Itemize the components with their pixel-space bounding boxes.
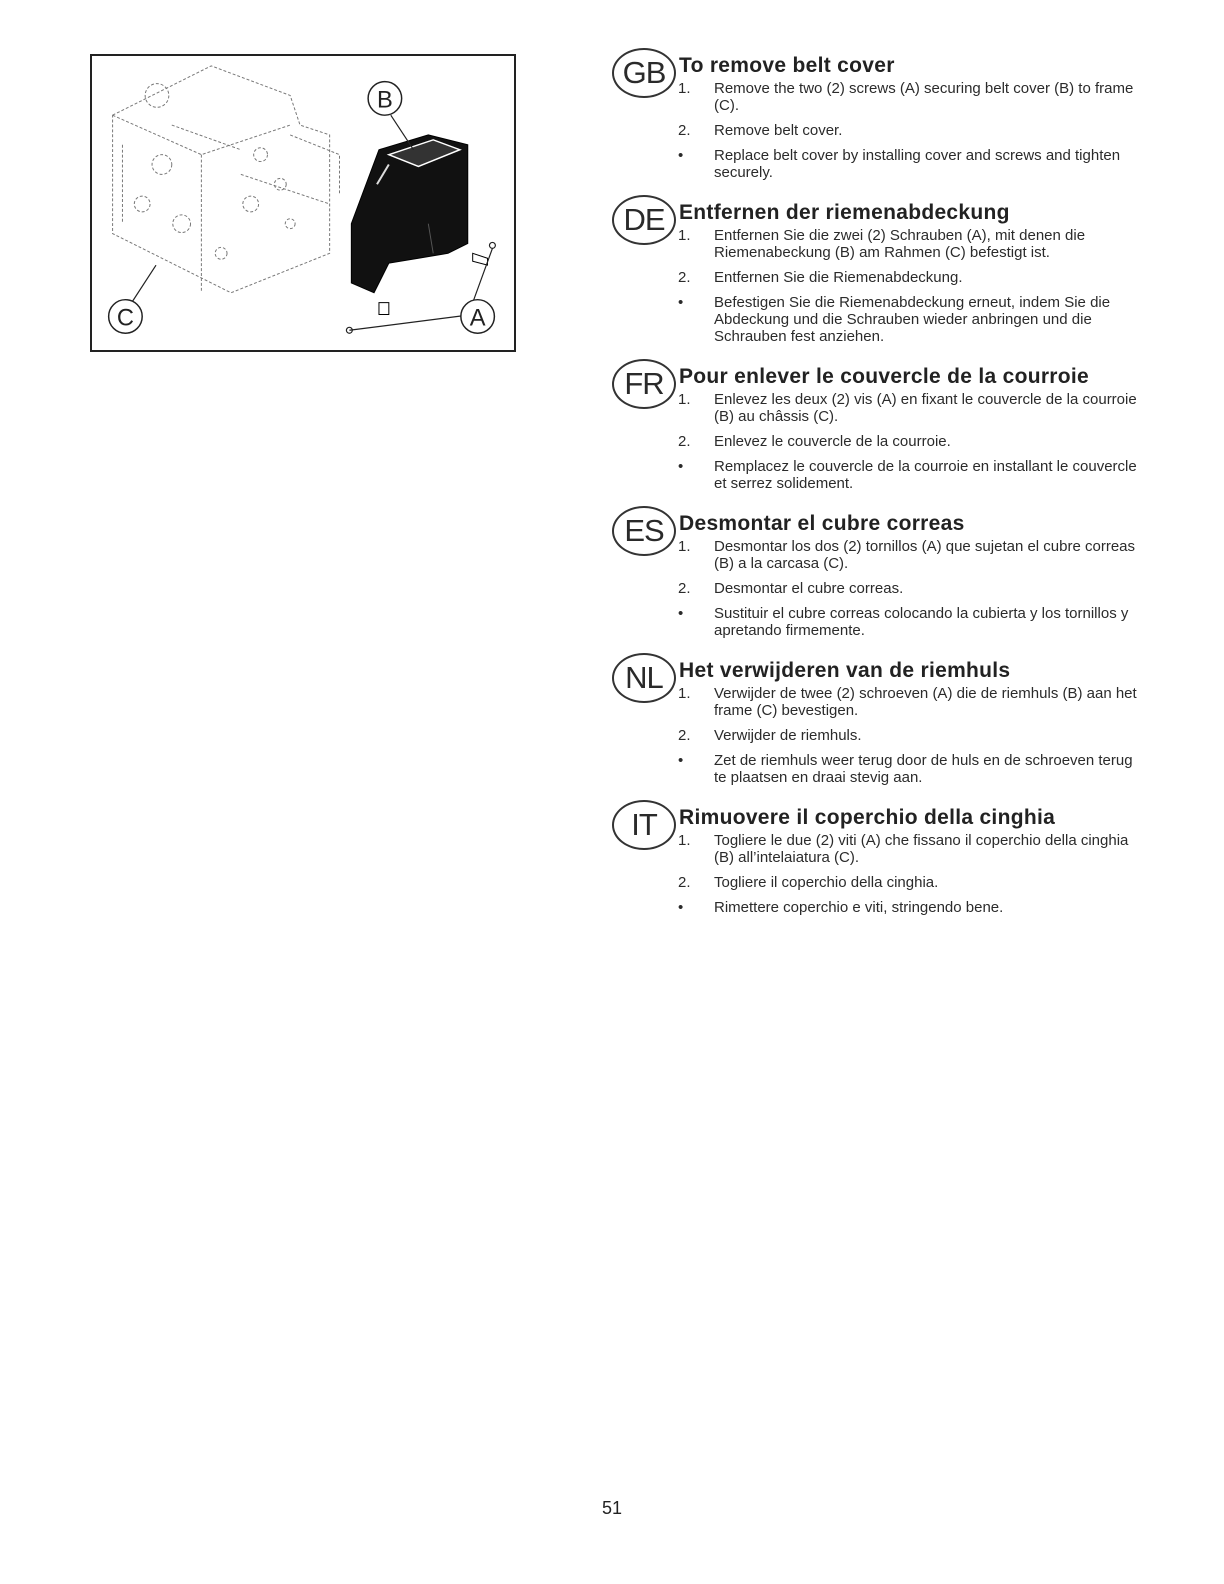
section-title: Desmontar el cubre correas xyxy=(679,512,965,535)
item-marker: 1. xyxy=(678,832,691,849)
item-marker: • xyxy=(678,458,684,475)
section-it xyxy=(608,796,1148,916)
section-title: To remove belt cover xyxy=(679,54,895,77)
belt-cover-diagram xyxy=(92,56,514,350)
section-nl xyxy=(608,649,1148,786)
item-text: Entfernen Sie die zwei (2) Schrauben (A), mit denen die Riemenabeckung (B) am Rahmen (C) befestigt ist. xyxy=(714,227,1086,261)
item-text: Entfernen Sie die Riemenabdeckung. xyxy=(714,269,963,286)
list-item xyxy=(678,538,1148,572)
language-badge-fr: FR xyxy=(612,359,676,409)
item-marker: 1. xyxy=(678,538,691,555)
frame-drawing xyxy=(113,66,340,293)
item-marker: 2. xyxy=(678,580,691,597)
page-number: 51 xyxy=(601,1498,623,1518)
belt-cover-illustration xyxy=(90,54,516,352)
list-item xyxy=(678,80,1148,114)
list-item xyxy=(678,832,1148,866)
language-badge-es: ES xyxy=(612,506,676,556)
item-text: Befestigen Sie die Riemenabdeckung erneut, indem Sie die Abdeckung und die Schrauben wieder anbringen und die Schrauben fest anziehen. xyxy=(714,294,1111,345)
language-badge-gb: GB xyxy=(612,48,676,98)
step-list xyxy=(678,832,1148,916)
item-text: Desmontar los dos (2) tornillos (A) que sujetan el cubre correas (B) a la carcasa (C). xyxy=(714,538,1136,572)
item-text: Verwijder de twee (2) schroeven (A) die de riemhuls (B) aan het frame (C) bevestigen. xyxy=(714,685,1137,719)
language-badge-de: DE xyxy=(612,195,676,245)
list-item xyxy=(678,227,1148,261)
item-text: Sustituir el cubre correas colocando la cubierta y los tornillos y apretando firmemente. xyxy=(714,605,1129,639)
list-item xyxy=(678,458,1148,492)
callout-c xyxy=(109,300,143,334)
list-item xyxy=(678,752,1148,786)
item-text: Rimettere coperchio e viti, stringendo bene. xyxy=(714,899,1004,916)
item-text: Verwijder de riemhuls. xyxy=(714,727,862,744)
callout-a xyxy=(461,300,495,334)
callout-b-label: B xyxy=(376,87,393,114)
language-badge-nl: NL xyxy=(612,653,676,703)
step-list xyxy=(678,685,1148,786)
step-list xyxy=(678,391,1148,492)
item-text: Remove the two (2) screws (A) securing belt cover (B) to frame (C). xyxy=(714,80,1134,114)
callout-b xyxy=(368,82,402,116)
step-list xyxy=(678,538,1148,639)
item-text: Replace belt cover by installing cover and screws and tighten securely. xyxy=(714,147,1121,181)
item-marker: 1. xyxy=(678,227,691,244)
item-marker: 1. xyxy=(678,391,691,408)
item-marker: 1. xyxy=(678,80,691,97)
item-marker: 2. xyxy=(678,874,691,891)
item-marker: 2. xyxy=(678,727,691,744)
list-item xyxy=(678,147,1148,181)
item-text: Remove belt cover. xyxy=(714,122,843,139)
list-item xyxy=(678,269,1148,286)
item-marker: 2. xyxy=(678,269,691,286)
list-item xyxy=(678,899,1148,916)
list-item xyxy=(678,874,1148,891)
section-title: Pour enlever le couvercle de la courroie xyxy=(679,365,1090,388)
item-text: Enlevez les deux (2) vis (A) en fixant le couvercle de la courroie (B) au châssis (C). xyxy=(714,391,1137,425)
list-item xyxy=(678,605,1148,639)
callout-c-label: C xyxy=(116,305,134,332)
language-badge-it: IT xyxy=(612,800,676,850)
section-de xyxy=(608,191,1148,345)
item-text: Togliere le due (2) viti (A) che fissano il coperchio della cinghia (B) all’intelaiatura (C). xyxy=(714,832,1129,866)
item-marker: 2. xyxy=(678,122,691,139)
list-item xyxy=(678,685,1148,719)
section-fr xyxy=(608,355,1148,492)
section-es xyxy=(608,502,1148,639)
item-text: Togliere il coperchio della cinghia. xyxy=(714,874,939,891)
section-gb xyxy=(608,44,1148,181)
list-item xyxy=(678,391,1148,425)
section-title: Het verwijderen van de riemhuls xyxy=(679,659,1011,682)
list-item xyxy=(678,122,1148,139)
instructions-column xyxy=(608,44,1148,926)
item-marker: • xyxy=(678,605,684,622)
item-marker: • xyxy=(678,899,684,916)
list-item xyxy=(678,433,1148,450)
step-list xyxy=(678,227,1148,345)
item-text: Remplacez le couvercle de la courroie en installant le couvercle et serrez solidement. xyxy=(714,458,1137,492)
item-marker: • xyxy=(678,294,684,311)
item-marker: • xyxy=(678,752,684,769)
item-marker: 2. xyxy=(678,433,691,450)
item-text: Desmontar el cubre correas. xyxy=(714,580,904,597)
list-item xyxy=(678,294,1148,345)
item-text: Zet de riemhuls weer terug door de huls en de schroeven terug te plaatsen en draai stevig aan. xyxy=(714,752,1133,786)
section-title: Rimuovere il coperchio della cinghia xyxy=(679,806,1056,829)
belt-cover-drawing xyxy=(351,135,487,315)
section-title: Entfernen der riemenabdeckung xyxy=(679,201,1010,224)
item-marker: • xyxy=(678,147,684,164)
list-item xyxy=(678,580,1148,597)
item-marker: 1. xyxy=(678,685,691,702)
list-item xyxy=(678,727,1148,744)
item-text: Enlevez le couvercle de la courroie. xyxy=(714,433,951,450)
callout-a-label: A xyxy=(469,305,486,332)
step-list xyxy=(678,80,1148,181)
